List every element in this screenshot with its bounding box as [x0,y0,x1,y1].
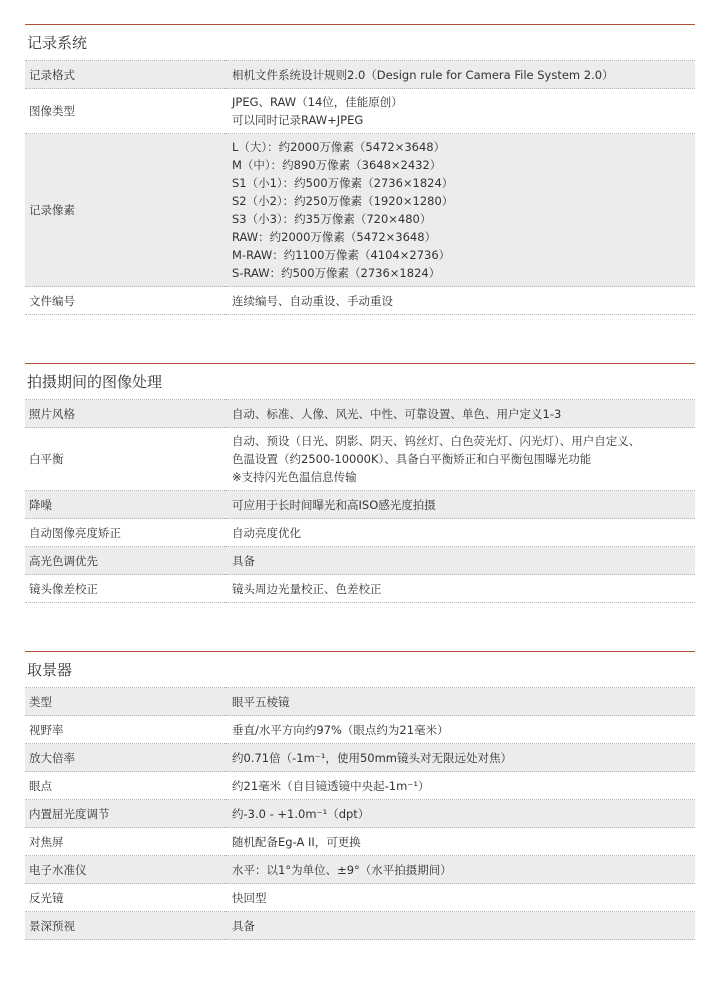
spec-label: 类型 [25,688,225,716]
table-row [25,912,695,940]
table-row [25,134,695,287]
table-row [25,828,695,856]
spec-value-line: JPEG、RAW（14位，佳能原创） [232,95,403,109]
table-row [25,547,695,575]
spec-value: 约21毫米（自目镜透镜中央起-1m⁻¹） [225,772,695,800]
table-row [25,688,695,716]
spec-table [25,687,695,940]
table-row [25,287,695,315]
table-row [25,575,695,603]
section-header [25,24,695,60]
spec-value: 约-3.0 - +1.0m⁻¹（dpt） [225,800,695,828]
spec-label: 记录格式 [25,61,225,89]
section-header [25,651,695,687]
table-row [25,428,695,491]
section-title: 记录系统 [27,34,88,52]
spec-value: 约0.71倍（-1m⁻¹，使用50mm镜头对无限远处对焦） [225,744,695,772]
spec-value: 眼平五棱镜 [225,688,695,716]
spec-value-line: 色温设置（约2500-10000K）、具备白平衡矫正和白平衡包围曝光功能 [232,452,592,466]
spec-label: 图像类型 [25,89,225,134]
spec-value-line: M-RAW：约1100万像素（4104×2736） [232,248,451,262]
section-recording-system [25,24,695,315]
spec-value [225,89,695,134]
spec-label: 降噪 [25,491,225,519]
table-row [25,856,695,884]
spec-value-line: RAW：约2000万像素（5472×3648） [232,230,437,244]
section-viewfinder [25,651,695,940]
spec-label: 景深预视 [25,912,225,940]
spec-label: 放大倍率 [25,744,225,772]
spec-value [225,428,695,491]
spec-value-line: 可以同时记录RAW+JPEG [232,113,364,127]
spec-value: 具备 [225,547,695,575]
spec-label: 自动图像亮度矫正 [25,519,225,547]
spec-value-line: S2（小2）：约250万像素（1920×1280） [232,194,454,208]
table-row [25,744,695,772]
spec-value: 连续编号、自动重设、手动重设 [225,287,695,315]
spec-label: 高光色调优先 [25,547,225,575]
spec-value: 随机配备Eg-A II，可更换 [225,828,695,856]
spec-value: 相机文件系统设计规则2.0（Design rule for Camera File System 2.0） [225,61,695,89]
spec-label: 白平衡 [25,428,225,491]
spec-value-line: M（中）：约890万像素（3648×2432） [232,158,442,172]
table-row [25,716,695,744]
spec-value: 快回型 [225,884,695,912]
table-row [25,772,695,800]
table-row [25,61,695,89]
spec-value: 可应用于长时间曝光和高ISO感光度拍摄 [225,491,695,519]
section-title: 拍摄期间的图像处理 [27,373,163,391]
spec-label: 镜头像差校正 [25,575,225,603]
spec-label: 文件编号 [25,287,225,315]
spec-value [225,134,695,287]
spec-value-line: 自动、预设（日光、阴影、阴天、钨丝灯、白色荧光灯、闪光灯）、用户自定义、 [232,434,641,448]
section-image-processing [25,363,695,603]
spec-value-line: L（大）：约2000万像素（5472×3648） [232,140,446,154]
spec-value-line: S-RAW：约500万像素（2736×1824） [232,266,441,280]
spec-value: 镜头周边光量校正、色差校正 [225,575,695,603]
spec-value: 水平：以1°为单位、±9°（水平拍摄期间） [225,856,695,884]
spec-table [25,399,695,603]
spec-label: 记录像素 [25,134,225,287]
table-row [25,89,695,134]
table-row [25,519,695,547]
spec-label: 反光镜 [25,884,225,912]
spec-value-line: S3（小3）：约35万像素（720×480） [232,212,432,226]
spec-label: 对焦屏 [25,828,225,856]
spec-value-line: ※支持闪光色温信息传输 [232,470,357,484]
table-row [25,884,695,912]
spec-value: 垂直/水平方向约97%（眼点约为21毫米） [225,716,695,744]
table-row [25,800,695,828]
spec-value: 自动亮度优化 [225,519,695,547]
spec-table [25,60,695,315]
spec-label: 视野率 [25,716,225,744]
spec-value-line: S1（小1）：约500万像素（2736×1824） [232,176,454,190]
spec-value: 自动、标准、人像、风光、中性、可靠设置、单色、用户定义1-3 [225,400,695,428]
section-title: 取景器 [27,661,73,679]
spec-value: 具备 [225,912,695,940]
spec-label: 照片风格 [25,400,225,428]
spec-label: 电子水准仪 [25,856,225,884]
spec-label: 眼点 [25,772,225,800]
spec-label: 内置屈光度调节 [25,800,225,828]
section-header [25,363,695,399]
table-row [25,491,695,519]
table-row [25,400,695,428]
